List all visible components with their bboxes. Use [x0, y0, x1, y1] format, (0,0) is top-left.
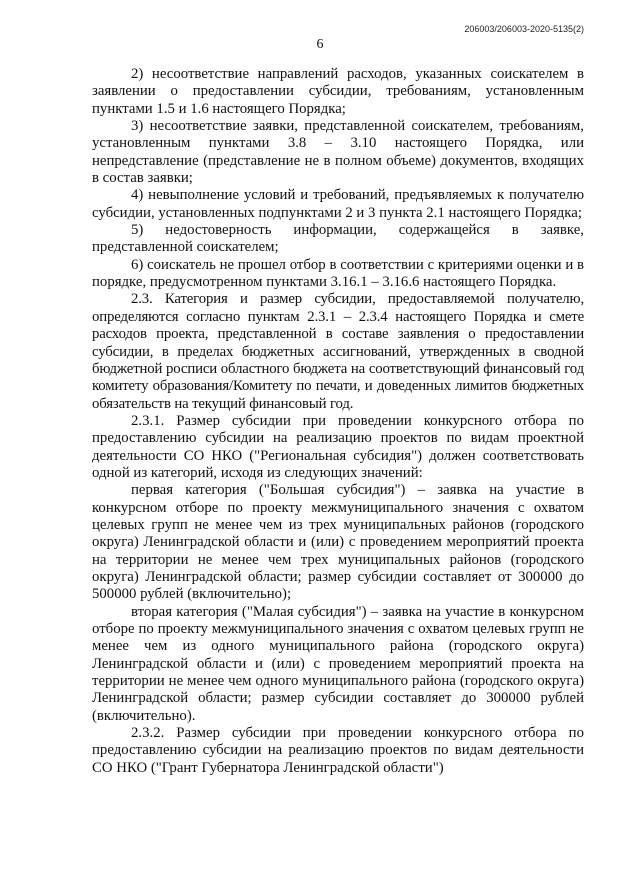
page-number: 6 [316, 37, 324, 52]
paragraph-second-category: вторая категория ("Малая субсидия") – заявка на участие в конкурсном отборе по проекту межмуниципального значения с охватом целевых групп не менее чем из одного муниципального района (городского округа) Ленинградской области и (или) с проведением мероприятий проекта на территории не менее чем одного муниципального района (городского округа) Ленинградской области; размер субсидии составляет до 300000 рублей (включительно). [92, 603, 584, 724]
paragraph-reason-6: 6) соискатель не прошел отбор в соответствии с критериями оценки и в порядке, предусмотренном пунктами 3.16.1 – 3.16.6 настоящего Порядка. [92, 256, 584, 291]
paragraph-2-3-1: 2.3.1. Размер субсидии при проведении конкурсного отбора по предоставлению субсидии на реализацию проектов по видам проектной деятельности СО НКО ("Региональная субсидия") должен соответствовать одной из категорий, исходя из следующих значений: [92, 412, 584, 481]
document-id: 206003/206003-2020-5135(2) [464, 24, 584, 34]
document-body [92, 66, 584, 777]
paragraph-2-3: 2.3. Категория и размер субсидии, предоставляемой получателю, определяются согласно пунктам 2.3.1 – 2.3.4 настоящего Порядка и смете расходов проекта, представленной в составе заявления о предоставлении субсидии, в пределах бюджетных ассигнований, утвержденных в сводной бюджетной росписи областного бюджета на соответствующий финансовый год комитету образования/Комитету по печати, и доведенных лимитов бюджетных обязательств на текущий финансовый год. [92, 291, 584, 412]
paragraph-reason-5: 5) недостоверность информации, содержащейся в заявке, представленной соискателем; [92, 222, 584, 256]
paragraph-2-3-2: 2.3.2. Размер субсидии при проведении конкурсного отбора по предоставлению субсидии на реализацию проектов по видам деятельности СО НКО ("Грант Губернатора Ленинградской области") [92, 725, 584, 776]
paragraph-reason-2: 2) несоответствие направлений расходов, указанных соискателем в заявлении о предоставлении субсидии, требованиям, установленным пунктами 1.5 и 1.6 настоящего Порядка; [92, 66, 584, 117]
paragraph-reason-4: 4) невыполнение условий и требований, предъявляемых к получателю субсидии, установленных подпунктами 2 и 3 пункта 2.1 настоящего Порядка; [92, 187, 584, 221]
paragraph-first-category: первая категория ("Большая субсидия") – заявка на участие в конкурсном отборе по проекту межмуниципального значения с охватом целевых групп не менее чем из трех муниципальных районов (городского округа) Ленинградской области и (или) с проведением мероприятий проекта на территории не менее чем трех муниципальных районов (городского округа) Ленинградской области; размер субсидии составляет от 300000 до 500000 рублей (включительно); [92, 482, 584, 603]
paragraph-reason-3: 3) несоответствие заявки, представленной соискателем, требованиям, установленным пунктами 3.8 – 3.10 настоящего Порядка, или непредставление (представление не в полном объеме) документов, входящих в состав заявки; [92, 118, 584, 187]
